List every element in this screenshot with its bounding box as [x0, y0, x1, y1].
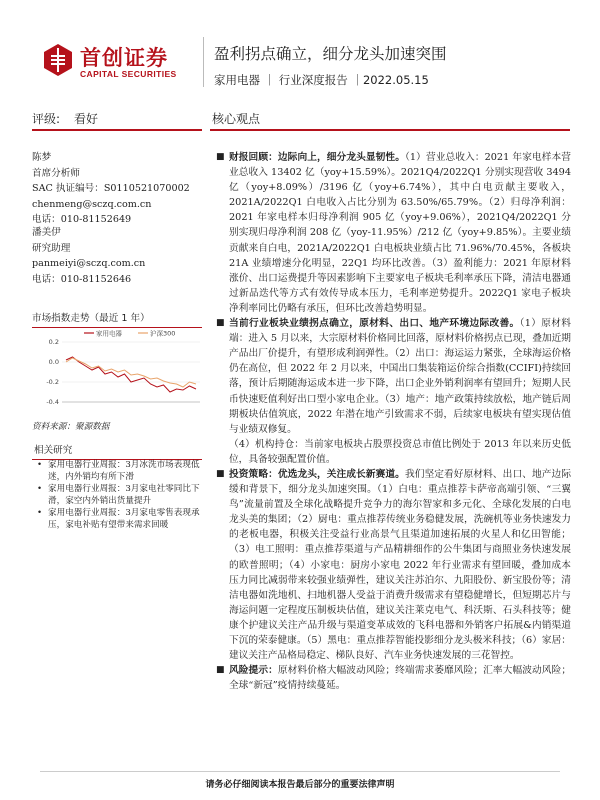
analyst-role: 研究助理: [32, 242, 71, 254]
legend-label-csi300: 沪深300: [150, 329, 176, 338]
logo-text-en: CAPITAL SECURITIES: [80, 69, 177, 79]
point-body: （1）营业总收入：2021 年家电样本营业总收入 13402 亿（yoy+15.59%）。2021Q4/2022Q1 分别实现营收 3494 亿（yoy+8.09%）/3196 亿（yoy+6.74%），其中白电贡献主要收入，2021A/2022Q1 白电收入占比分别为 63.50%/65.79%。（2）归母净利润：2021 年家电样本归母净利润 905 亿（yoy+9.06%），2021Q4/2022Q1 分别实现归母净利润 208 亿（yoy-11.95%）/212 亿（yoy+9.85%）。主要业绩贡献来自白电，2021A/2022Q1 白电板块业绩占比 71.96%/70.45%，各板块 21A 业绩增速分化明显，22Q1 均环比改善。（3）盈利能力：2021 年原材料涨价、出口运费提升等因素影响下主要家电子板块毛利率承压下降，清洁电器通过新品迭代等方式有效传导成本压力，毛利率逆势提升。2022Q1 家电子板块净利率同比仍略有承压，但环比改善趋势明显。: [229, 152, 571, 314]
point-industry-turning: [216, 316, 571, 437]
company-logo: [42, 42, 192, 86]
rating-bar: [32, 107, 202, 131]
point-financial-review: [216, 150, 571, 316]
square-bullet-icon: ■: [216, 468, 225, 479]
related-research-item[interactable]: • 家用电器行业周报：3月家电社零同比下滑，家空内外销出货量提升: [37, 484, 200, 506]
square-bullet-icon: ■: [216, 665, 225, 676]
y-tick-label: -0.2: [46, 378, 59, 387]
y-tick-label: 0.0: [48, 358, 59, 367]
point-risk-warning: [216, 663, 571, 693]
legend-label-appliance: 家用电器: [96, 329, 122, 338]
footer-divider: [40, 771, 560, 772]
point-body: 原材料价格大幅波动风险；终端需求萎靡风险；汇率大幅波动风险；全球“新冠”疫情持续蔓延。: [229, 665, 572, 692]
analyst-email[interactable]: panmeiyi@sczq.com.cn: [32, 258, 146, 269]
report-title: 盈利拐点确立，细分龙头加速突围: [214, 45, 447, 63]
point-body: 我们坚定看好原材料、出口、地产边际缓和背景下，细分龙头加速突围。（1）白电：重点推荐卡萨帝高端引领、“三翼鸟”流量前置及全球化战略提升竞争力的海尔智家和多元化、全球化发展的白电龙头美的集团；（2）厨电：重点推荐传统业务稳健发展，洗碗机等业务快速发力的老板电器，积极关注受益行业高景气且渠道加速拓展的火星人和亿田智能；（3）电工照明：重点推荐渠道与产品精耕细作的公牛集团与商照业务快速发展的欧普照明；（4）小家电：厨房小家电 2022 年行业需求有望回暖，叠加成本压力同比减弱带来较强业绩弹性，建议关注苏泊尔、九阳股份、新宝股份等；清洁电器如洗地机、扫地机器人受益于消费升级需求有望稳健增长，但短期芯片与海运问题一定程度压制板块估值，建议关注莱克电气、科沃斯、石头科技等；健康个护建议关注产品升级与渠道变革成效的飞科电器和外销客户拓展&内销渠道下沉的荣泰健康。（5）黑电：重点推荐智能投影细分龙头极米科技；（6）家居：建议关注产品格局稳定、梯队良好、汽车业务快速发展的三花智控。: [229, 468, 572, 662]
point-body: （1）原材料端：进入 5 月以来，大宗原材料价格同比回落，原材料价格拐点已现，叠加近期产品出厂价提升，有望形成利润弹性。（2）出口：海运运力紧张，全球海运价格仍在高位，但 2022 年 2 月以来，中国出口集装箱运价综合指数(CCIFI)持续回落，预计后期随海运成本进一步下降，出口企业外销利润率有望回升；短期人民币快速贬值利好出口型小家电企业。（3）地产：地产政策持续放松，地产链后周期板块估值筑底，2022 年潜在地产引致需求不弱，后续家电板块有望实现估值与业绩双修复。: [229, 318, 571, 435]
analyst-card: [32, 225, 202, 287]
square-bullet-icon: ■: [216, 152, 225, 162]
report-meta: 家用电器 ｜ 行业深度报告 ｜2022.05.15: [214, 73, 429, 87]
chart-source: 资料来源：聚源数据: [32, 422, 110, 432]
legal-footer: 请务必仔细阅读本报告最后部分的重要法律声明: [205, 780, 395, 790]
related-research-item[interactable]: • 家用电器行业周报：3月冰洗市场表现低迷，内外销均有所下滑: [37, 460, 200, 482]
core-points-list: [216, 150, 571, 693]
point-title: 风险提示：: [229, 665, 278, 677]
analyst-email[interactable]: chenmeng@sczq.com.cn: [32, 198, 152, 210]
y-tick-label: 0.2: [48, 338, 59, 347]
analyst-name: 陈梦: [32, 152, 52, 163]
point-body: （4）机构持仓：当前家电板块占股票投资总市值比例处于 2013 年以来历史低位，具备较强配置价值。: [229, 438, 571, 465]
point-title: 当前行业板块业绩拐点确立，原材料、出口、地产环境边际改善。: [229, 318, 520, 330]
header-divider: [203, 37, 204, 87]
analyst-phone: 电话：010-81152649: [32, 214, 132, 225]
logo-emblem-icon: [42, 42, 74, 78]
point-title: 投资策略：优选龙头，关注成长新赛道。: [229, 468, 405, 480]
analyst-role: 首席分析师: [32, 167, 80, 179]
related-research-title: 相关研究: [32, 442, 202, 460]
bullet-icon: •: [37, 460, 43, 470]
rating-label: 评级:: [32, 112, 61, 126]
rating: [32, 110, 98, 127]
rating-value: 看好: [74, 112, 99, 126]
point-investment-strategy: [216, 467, 571, 663]
point-title: 财报回顾：边际向上，细分龙头显韧性。: [229, 152, 405, 163]
series-line-csi300: [66, 358, 196, 387]
logo-text-cn: 首创证券: [80, 46, 168, 70]
analyst-license: SAC 执证编号：S0110521070002: [32, 183, 190, 194]
chart-legend: [84, 329, 175, 338]
core-title: 核心观点: [212, 112, 261, 126]
bullet-icon: •: [37, 508, 43, 519]
related-research-item[interactable]: • 家用电器行业周报：3月家电零售表现承压，家电补贴有望带来需求回暖: [37, 508, 200, 530]
point-institutional-holdings: [216, 437, 571, 467]
square-bullet-icon: ■: [216, 318, 225, 329]
y-tick-label: -0.4: [46, 398, 59, 407]
analyst-card: [32, 150, 202, 228]
bullet-icon: •: [37, 484, 43, 495]
analyst-phone: 电话：010-81152646: [32, 273, 132, 285]
market-index-chart: [32, 326, 202, 418]
analyst-name: 潘美伊: [32, 227, 61, 238]
core-header-bar: [210, 107, 570, 131]
related-research-list: [34, 460, 202, 533]
chart-title: 市场指数走势（最近 1 年）: [32, 310, 202, 328]
